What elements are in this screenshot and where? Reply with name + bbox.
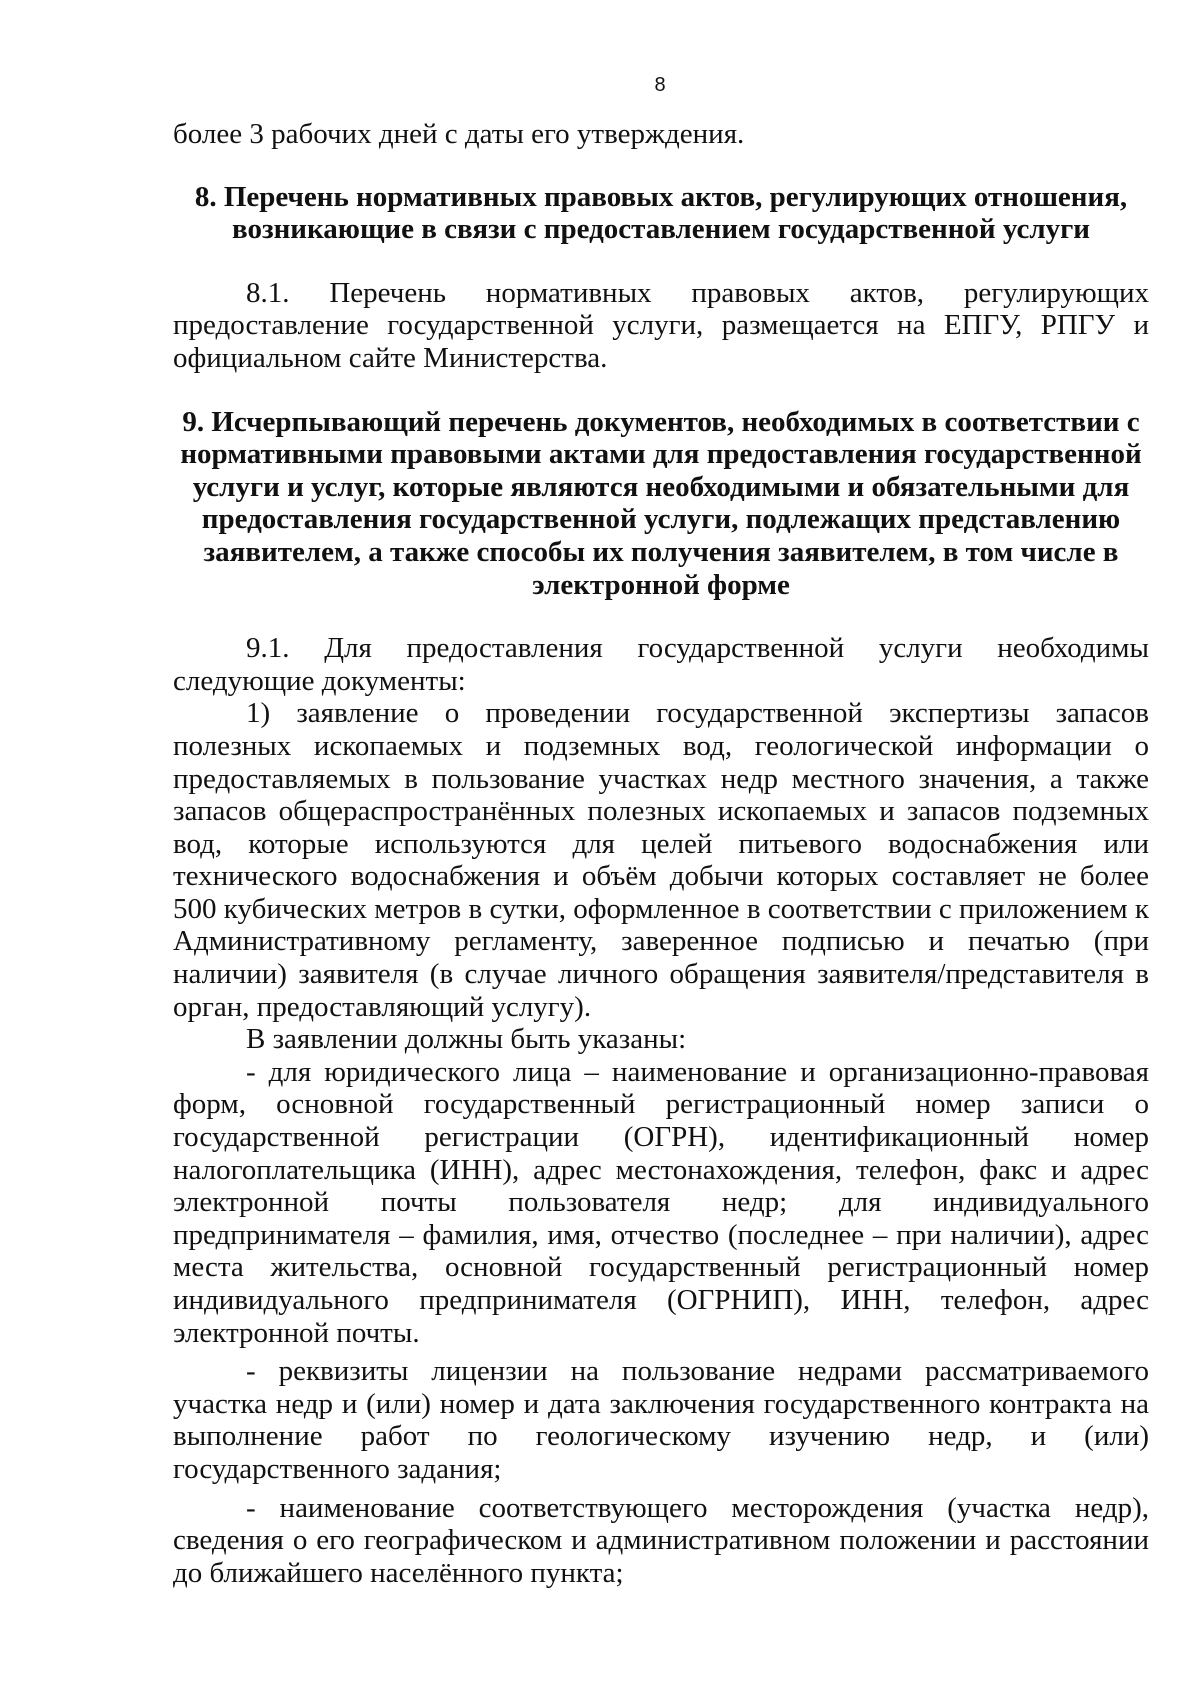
section-9-paragraph-1: 9.1. Для предоставления государственной услуги необходимы следующие документы: — [173, 632, 1149, 697]
section-8-heading: 8. Перечень нормативных правовых актов, регулирующих отношения, возникающие в связи с предоставлением государственной услуги — [194, 180, 1128, 246]
document-body — [173, 118, 1149, 1589]
section-9-paragraph-4: - для юридического лица – наименование и организационно-правовая форм, основной государственный регистрационный номер записи о государственной регистрации (ОГРН), идентификационный номер налогоплательщика (ИНН), адрес местонахождения, телефон, факс и адрес электронной почты пользователя недр; для индивидуального предпринимателя – фамилия, имя, отчество (последнее – при наличии), адрес места жительства, основной государственный регистрационный номер индивидуального предпринимателя (ОГРНИП), ИНН, телефон, адрес электронной почты. — [173, 1055, 1149, 1349]
intro-line: более 3 рабочих дней с даты его утверждения. — [173, 118, 745, 150]
section-9-paragraph-5: - реквизиты лицензии на пользование недрами рассматриваемого участка недр и (или) номер и дата заключения государственного контракта на выполнение работ по геологическому изучению недр, и (или) государственного задания; — [173, 1355, 1149, 1485]
section-9-paragraph-2: 1) заявление о проведении государственной экспертизы запасов полезных ископаемых и подземных вод, геологической информации о предоставляемых в пользование участках недр местного значения, а также запасов общераспространённых полезных ископаемых и запасов подземных вод, которые используются для целей питьевого водоснабжения или технического водоснабжения и объём добычи которых составляет не более 500 кубических метров в сутки, оформленное в соответствии с приложением к Административному регламенту, заверенное подписью и печатью (при наличии) заявителя (в случае личного обращения заявителя/представителя в орган, предоставляющий услугу). — [173, 697, 1149, 1023]
section-8-paragraph-1: 8.1. Перечень нормативных правовых актов, регулирующих предоставление государственной услуги, размещается на ЕПГУ, РПГУ и официальном сайте Министерства. — [173, 276, 1149, 374]
section-9-paragraph-3: В заявлении должны быть указаны: — [246, 1023, 687, 1056]
section-9-paragraph-6: - наименование соответствующего месторождения (участка недр), сведения о его географическом и административном положении и расстоянии до ближайшего населённого пункта; — [173, 1491, 1149, 1589]
page-number: 8 — [654, 74, 666, 96]
section-9-heading: 9. Исчерпывающий перечень документов, необходимых в соответствии с нормативными правовыми актами для предоставления государственной услуги и услуг, которые являются необходимыми и обязательными для предоставления государственной услуги, подлежащих представлению заявителем, а также способы их получения заявителем, в том числе в электронной форме — [180, 405, 1142, 601]
